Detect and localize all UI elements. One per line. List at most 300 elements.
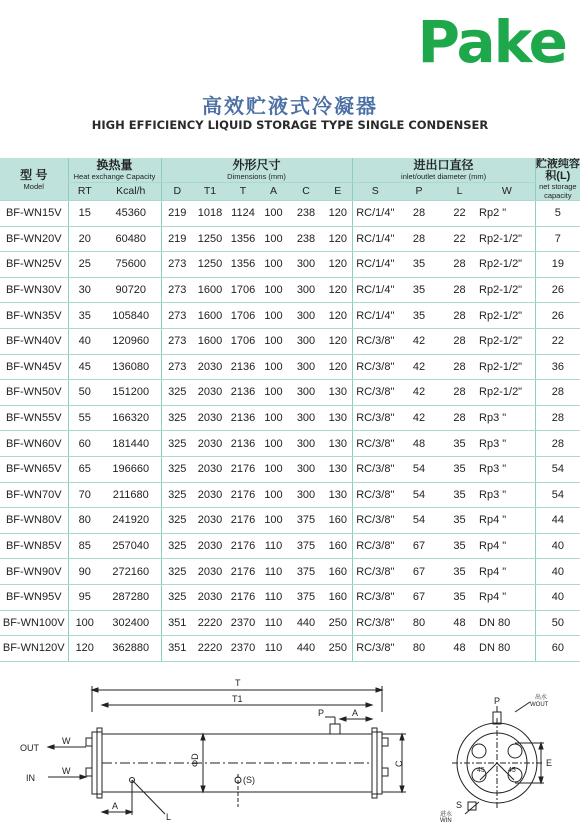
table-cell: RC/3/8"	[352, 405, 398, 431]
table-cell: 54	[398, 482, 440, 508]
table-cell: 70	[68, 482, 101, 508]
table-cell: 110	[259, 559, 288, 585]
table-cell: 1706	[227, 303, 259, 329]
model-cell: BF-WN35V	[0, 303, 68, 329]
table-cell: 36	[535, 354, 580, 380]
model-cell: BF-WN85V	[0, 533, 68, 559]
table-cell: 28	[440, 303, 479, 329]
table-cell: Rp2-1/2"	[479, 252, 535, 278]
label-out: OUT	[20, 743, 39, 753]
table-cell: 136080	[101, 354, 161, 380]
table-cell: 54	[398, 456, 440, 482]
table-cell: 300	[288, 252, 324, 278]
table-cell: 110	[259, 636, 288, 662]
subheader-cell: A	[259, 182, 288, 200]
table-cell: 1706	[227, 277, 259, 303]
table-cell: 375	[288, 584, 324, 610]
table-cell: 325	[161, 559, 193, 585]
table-cell: 5	[535, 201, 580, 227]
subheader-cell: P	[398, 182, 440, 200]
header-model: 型 号 Model	[0, 158, 68, 201]
table-cell: 2136	[227, 405, 259, 431]
table-cell: RC/3/8"	[352, 584, 398, 610]
table-cell: 219	[161, 226, 193, 252]
table-cell: 302400	[101, 610, 161, 636]
table-cell: 151200	[101, 380, 161, 406]
table-cell: 325	[161, 482, 193, 508]
table-cell: 273	[161, 277, 193, 303]
table-cell: 120	[324, 226, 352, 252]
table-cell: 1250	[193, 252, 227, 278]
table-cell: 48	[440, 636, 479, 662]
table-cell: 67	[398, 533, 440, 559]
header-inlet-outlet: 进出口直径 inlet/outlet diameter (mm)	[352, 158, 535, 182]
table-cell: 35	[440, 508, 479, 534]
table-cell: 2030	[193, 482, 227, 508]
table-cell: 120	[324, 252, 352, 278]
table-cell: 120	[324, 303, 352, 329]
table-cell: 42	[398, 354, 440, 380]
condenser-diagram	[0, 672, 580, 823]
table-cell: 160	[324, 533, 352, 559]
table-cell: 26	[535, 277, 580, 303]
table-cell: 90720	[101, 277, 161, 303]
model-cell: BF-WN20V	[0, 226, 68, 252]
table-cell: 110	[259, 610, 288, 636]
table-cell: 100	[68, 610, 101, 636]
table-cell: 28	[535, 405, 580, 431]
table-cell: Rp3 "	[479, 482, 535, 508]
table-cell: 160	[324, 559, 352, 585]
table-cell: 300	[288, 354, 324, 380]
table-cell: 250	[324, 610, 352, 636]
table-cell: 40	[68, 328, 101, 354]
table-cell: 2176	[227, 456, 259, 482]
end-label-angle-2: 45	[508, 767, 516, 774]
dim-label-T: T	[235, 678, 241, 688]
table-cell: 211680	[101, 482, 161, 508]
dim-label-D: ΦD	[190, 753, 200, 767]
table-cell: 2030	[193, 508, 227, 534]
table-cell: RC/3/8"	[352, 456, 398, 482]
table-row	[0, 508, 580, 534]
table-cell: 2176	[227, 482, 259, 508]
table-row	[0, 456, 580, 482]
model-cell: BF-WN65V	[0, 456, 68, 482]
model-cell: BF-WN55V	[0, 405, 68, 431]
table-cell: 100	[259, 508, 288, 534]
table-cell: 100	[259, 226, 288, 252]
table-cell: RC/3/8"	[352, 508, 398, 534]
table-cell: 50	[68, 380, 101, 406]
table-cell: 120	[324, 354, 352, 380]
table-cell: RC/1/4"	[352, 277, 398, 303]
label-w-in: W	[62, 766, 71, 776]
table-cell: 40	[535, 533, 580, 559]
table-cell: 2030	[193, 380, 227, 406]
table-cell: 2030	[193, 533, 227, 559]
table-cell: 95	[68, 584, 101, 610]
subheader-cell: S	[352, 182, 398, 200]
table-cell: 120	[68, 636, 101, 662]
table-cell: 273	[161, 354, 193, 380]
table-cell: 2136	[227, 380, 259, 406]
header-heat-capacity: 换热量 Heat exchange Capacity	[68, 158, 161, 182]
table-cell: 40	[535, 584, 580, 610]
table-cell: 100	[259, 405, 288, 431]
table-cell: 100	[259, 328, 288, 354]
table-cell: 80	[68, 508, 101, 534]
table-cell: 60480	[101, 226, 161, 252]
table-cell: 2030	[193, 584, 227, 610]
subheader-cell: T1	[193, 182, 227, 200]
table-cell: Rp3 "	[479, 431, 535, 457]
table-cell: 351	[161, 636, 193, 662]
table-cell: 238	[288, 226, 324, 252]
table-cell: 42	[398, 328, 440, 354]
table-cell: Rp2-1/2"	[479, 303, 535, 329]
table-cell: 2176	[227, 533, 259, 559]
subheader-cell: C	[288, 182, 324, 200]
table-cell: 1250	[193, 226, 227, 252]
dim-label-P: P	[318, 708, 325, 718]
table-cell: 100	[259, 201, 288, 227]
table-cell: 219	[161, 201, 193, 227]
brand-logo: Pake	[417, 8, 566, 76]
model-cell: BF-WN25V	[0, 252, 68, 278]
table-cell: 300	[288, 456, 324, 482]
table-cell: 2176	[227, 559, 259, 585]
table-cell: 42	[398, 405, 440, 431]
table-cell: Rp3 "	[479, 456, 535, 482]
table-cell: DN 80	[479, 610, 535, 636]
table-cell: 2030	[193, 559, 227, 585]
table-cell: Rp2-1/2"	[479, 277, 535, 303]
table-cell: 2136	[227, 431, 259, 457]
table-cell: 287280	[101, 584, 161, 610]
table-cell: 196660	[101, 456, 161, 482]
table-cell: 110	[259, 584, 288, 610]
table-row	[0, 303, 580, 329]
table-cell: 2370	[227, 636, 259, 662]
table-cell: 22	[440, 201, 479, 227]
model-cell: BF-WN80V	[0, 508, 68, 534]
table-cell: 325	[161, 405, 193, 431]
table-cell: 1356	[227, 252, 259, 278]
table-cell: 67	[398, 559, 440, 585]
table-cell: RC/1/4"	[352, 226, 398, 252]
table-row	[0, 559, 580, 585]
table-cell: 19	[535, 252, 580, 278]
table-cell: 130	[324, 405, 352, 431]
table-cell: 130	[324, 380, 352, 406]
table-cell: RC/3/8"	[352, 482, 398, 508]
table-cell: Rp2-1/2"	[479, 380, 535, 406]
table-cell: RC/3/8"	[352, 354, 398, 380]
table-cell: 45	[68, 354, 101, 380]
table-cell: 67	[398, 584, 440, 610]
table-cell: 22	[535, 328, 580, 354]
table-cell: 325	[161, 431, 193, 457]
table-cell: 7	[535, 226, 580, 252]
table-cell: 45360	[101, 201, 161, 227]
table-cell: Rp4 "	[479, 533, 535, 559]
table-cell: 273	[161, 303, 193, 329]
table-cell: Rp3 "	[479, 405, 535, 431]
table-cell: 130	[324, 456, 352, 482]
table-cell: 28	[440, 252, 479, 278]
table-cell: 54	[398, 508, 440, 534]
model-cell: BF-WN30V	[0, 277, 68, 303]
table-cell: 60	[68, 431, 101, 457]
table-cell: 48	[398, 431, 440, 457]
table-cell: 28	[440, 328, 479, 354]
table-cell: 28	[398, 226, 440, 252]
table-row	[0, 277, 580, 303]
table-cell: 160	[324, 584, 352, 610]
table-cell: 1018	[193, 201, 227, 227]
table-cell: 1600	[193, 328, 227, 354]
table-cell: 325	[161, 584, 193, 610]
table-cell: 1706	[227, 328, 259, 354]
table-cell: 28	[440, 380, 479, 406]
table-cell: 120960	[101, 328, 161, 354]
table-cell: 300	[288, 303, 324, 329]
table-cell: 30	[68, 277, 101, 303]
table-cell: 2030	[193, 431, 227, 457]
header-dimensions: 外形尺寸 Dimensions (mm)	[161, 158, 352, 182]
end-label-win-en: WIN	[440, 818, 452, 823]
table-cell: 50	[535, 610, 580, 636]
table-cell: 2136	[227, 354, 259, 380]
table-cell: 80	[398, 610, 440, 636]
table-cell: 375	[288, 508, 324, 534]
table-cell: RC/3/8"	[352, 636, 398, 662]
table-cell: 75600	[101, 252, 161, 278]
table-cell: 48	[440, 610, 479, 636]
table-cell: 55	[68, 405, 101, 431]
table-cell: Rp2 "	[479, 201, 535, 227]
table-cell: 28	[440, 277, 479, 303]
table-cell: 300	[288, 277, 324, 303]
model-cell: BF-WN100V	[0, 610, 68, 636]
table-cell: 241920	[101, 508, 161, 534]
table-cell: 273	[161, 252, 193, 278]
table-cell: 44	[535, 508, 580, 534]
table-cell: 28	[398, 201, 440, 227]
table-cell: 2176	[227, 508, 259, 534]
dim-label-T1: T1	[232, 694, 243, 704]
table-cell: 15	[68, 201, 101, 227]
table-row	[0, 636, 580, 662]
spec-table	[0, 158, 580, 662]
subheader-cell: E	[324, 182, 352, 200]
table-cell: RC/1/4"	[352, 303, 398, 329]
table-cell: Rp2-1/2"	[479, 328, 535, 354]
table-row	[0, 533, 580, 559]
table-cell: 100	[259, 354, 288, 380]
table-cell: 35	[68, 303, 101, 329]
table-cell: 273	[161, 328, 193, 354]
table-cell: RC/1/4"	[352, 201, 398, 227]
header-storage: 贮液纯容积(L) net storage capacity	[535, 158, 580, 200]
dim-label-C: C	[394, 760, 404, 767]
table-cell: 60	[535, 636, 580, 662]
table-cell: RC/3/8"	[352, 610, 398, 636]
table-cell: 300	[288, 328, 324, 354]
subheader-cell: W	[479, 182, 535, 200]
table-cell: 130	[324, 431, 352, 457]
table-cell: 375	[288, 533, 324, 559]
table-cell: 26	[535, 303, 580, 329]
table-row	[0, 482, 580, 508]
table-cell: 35	[440, 431, 479, 457]
table-cell: 160	[324, 508, 352, 534]
table-cell: 35	[398, 303, 440, 329]
table-cell: 300	[288, 380, 324, 406]
table-row	[0, 405, 580, 431]
table-cell: RC/3/8"	[352, 328, 398, 354]
table-cell: 80	[398, 636, 440, 662]
model-cell: BF-WN50V	[0, 380, 68, 406]
table-cell: 100	[259, 252, 288, 278]
table-row	[0, 431, 580, 457]
model-cell: BF-WN95V	[0, 584, 68, 610]
table-cell: 120	[324, 277, 352, 303]
table-cell: Rp4 "	[479, 508, 535, 534]
table-cell: 2220	[193, 610, 227, 636]
end-label-angle-1: 45	[477, 767, 485, 774]
table-cell: 42	[398, 380, 440, 406]
table-cell: 1356	[227, 226, 259, 252]
subheader-cell: L	[440, 182, 479, 200]
table-cell: 20	[68, 226, 101, 252]
table-cell: 272160	[101, 559, 161, 585]
table-cell: 35	[440, 456, 479, 482]
table-cell: 362880	[101, 636, 161, 662]
table-cell: 2030	[193, 456, 227, 482]
table-cell: 35	[440, 559, 479, 585]
table-cell: 100	[259, 277, 288, 303]
end-label-wout-cn: 出水	[535, 695, 548, 701]
table-cell: 300	[288, 405, 324, 431]
table-cell: 325	[161, 533, 193, 559]
table-cell: 35	[440, 482, 479, 508]
table-cell: RC/3/8"	[352, 431, 398, 457]
model-cell: BF-WN70V	[0, 482, 68, 508]
table-cell: 250	[324, 636, 352, 662]
table-cell: 90	[68, 559, 101, 585]
table-cell: 1124	[227, 201, 259, 227]
dim-label-L: L	[166, 812, 172, 822]
table-cell: 85	[68, 533, 101, 559]
table-cell: 28	[535, 380, 580, 406]
subheader-cell: RT	[68, 182, 101, 200]
table-cell: 100	[259, 380, 288, 406]
table-cell: 2220	[193, 636, 227, 662]
table-cell: 130	[324, 482, 352, 508]
table-cell: RC/3/8"	[352, 559, 398, 585]
table-cell: RC/3/8"	[352, 533, 398, 559]
table-cell: 300	[288, 431, 324, 457]
label-w-out: W	[62, 736, 71, 746]
end-label-wout-en: WOUT	[530, 702, 549, 708]
table-cell: Rp4 "	[479, 559, 535, 585]
table-row	[0, 201, 580, 227]
table-cell: 166320	[101, 405, 161, 431]
table-cell: 28	[535, 431, 580, 457]
table-cell: Rp2-1/2"	[479, 226, 535, 252]
table-cell: 2370	[227, 610, 259, 636]
table-cell: 238	[288, 201, 324, 227]
table-row	[0, 328, 580, 354]
table-row	[0, 354, 580, 380]
table-cell: 35	[440, 533, 479, 559]
table-cell: 100	[259, 431, 288, 457]
table-cell: 35	[398, 277, 440, 303]
table-cell: 120	[324, 201, 352, 227]
table-row	[0, 226, 580, 252]
table-cell: 100	[259, 303, 288, 329]
end-label-P: P	[494, 696, 501, 706]
model-cell: BF-WN45V	[0, 354, 68, 380]
model-cell: BF-WN40V	[0, 328, 68, 354]
model-cell: BF-WN90V	[0, 559, 68, 585]
table-cell: 257040	[101, 533, 161, 559]
table-cell: 1600	[193, 303, 227, 329]
table-cell: 351	[161, 610, 193, 636]
table-cell: 65	[68, 456, 101, 482]
page-title-en: HIGH EFFICIENCY LIQUID STORAGE TYPE SINGLE CONDENSER	[91, 118, 489, 132]
table-cell: Rp4 "	[479, 584, 535, 610]
end-label-S: S	[456, 800, 463, 810]
table-cell: 440	[288, 636, 324, 662]
table-cell: 440	[288, 610, 324, 636]
table-cell: 1600	[193, 277, 227, 303]
table-cell: 2030	[193, 405, 227, 431]
table-cell: 25	[68, 252, 101, 278]
table-cell: DN 80	[479, 636, 535, 662]
subheader-cell: T	[227, 182, 259, 200]
table-cell: 120	[324, 328, 352, 354]
table-cell: RC/1/4"	[352, 252, 398, 278]
table-cell: 28	[440, 354, 479, 380]
table-cell: 2176	[227, 584, 259, 610]
page-title-cn: 高效贮液式冷凝器	[202, 94, 378, 118]
table-row	[0, 610, 580, 636]
table-cell: 325	[161, 380, 193, 406]
table-cell: 110	[259, 533, 288, 559]
model-cell: BF-WN120V	[0, 636, 68, 662]
table-cell: 181440	[101, 431, 161, 457]
table-cell: 375	[288, 559, 324, 585]
table-cell: 40	[535, 559, 580, 585]
table-cell: RC/3/8"	[352, 380, 398, 406]
model-cell: BF-WN60V	[0, 431, 68, 457]
subheader-cell: D	[161, 182, 193, 200]
end-label-E: E	[546, 758, 553, 768]
table-cell: 325	[161, 456, 193, 482]
table-row	[0, 380, 580, 406]
label-in: IN	[26, 773, 35, 783]
table-cell: 2030	[193, 354, 227, 380]
table-cell: 325	[161, 508, 193, 534]
table-cell: 35	[440, 584, 479, 610]
table-cell: 54	[535, 456, 580, 482]
table-cell: Rp2-1/2"	[479, 354, 535, 380]
table-cell: 54	[535, 482, 580, 508]
dim-label-S: (S)	[243, 775, 255, 785]
